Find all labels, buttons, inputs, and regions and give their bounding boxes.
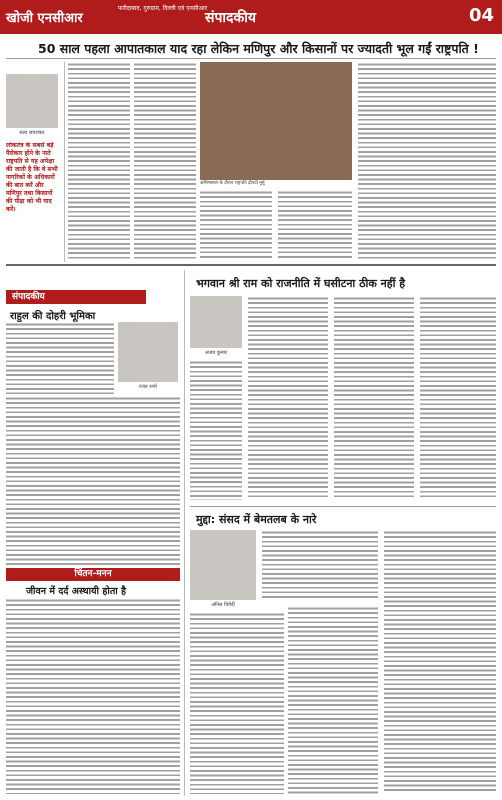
editorial-author-name: रजत शर्मा [139, 384, 157, 390]
lead-column-3 [200, 190, 272, 260]
story4-text-3 [190, 612, 284, 794]
lead-author-name: सत्य जयशंकर [19, 130, 45, 136]
newspaper-logo: खोजी एनसीआर [6, 11, 83, 26]
story3-text-2 [248, 296, 328, 500]
story4-text-4 [288, 606, 378, 794]
divider [190, 506, 496, 507]
story3-headline: भगवान श्री राम को राजनीति में घसीटना ठीक नहीं है [196, 277, 406, 290]
story3-text-1 [190, 360, 242, 500]
page-number: 04 [468, 5, 494, 26]
lead-column-4 [278, 190, 352, 260]
column-band: चिंतन-मनन [6, 568, 180, 581]
editorial-text-2 [6, 396, 180, 566]
column-text [6, 598, 180, 794]
dateline: फरीदाबाद, गुरुग्राम, दिल्ली एवं एनसीआर [118, 5, 208, 12]
column-title: जीवन में दर्द अस्थायी होता है [26, 586, 127, 597]
lead-headline: 50 साल पहला आपातकाल याद रहा लेकिन मणिपुर और किसानों पर ज्यादती भूल गईं राष्ट्रपति ! [38, 41, 479, 56]
lead-column-1 [68, 62, 130, 260]
section-title: संपादकीय [205, 10, 256, 26]
editorial-title: राहुल की दोहरी भूमिका [10, 311, 96, 322]
lead-photo-caption: अभिभाषण के दौरान राष्ट्रपति द्रौपदी मुर्मू [200, 181, 265, 186]
story4-author-photo [190, 530, 256, 600]
story3-author-photo [190, 296, 242, 348]
lead-column-2 [134, 62, 196, 260]
lead-column-5 [358, 62, 496, 260]
author-photo [6, 74, 58, 128]
story3-text-3 [334, 296, 414, 500]
editorial-text-1 [6, 322, 114, 394]
divider [184, 270, 185, 796]
lead-pull-quote: लोकतंत्र के सबसे बड़े पैरोकार होने के नाते राष्ट्रपति से यह अपेक्षा की जाती है कि वे सभी नागरिकों के अधिकारों की बात करें और मणिपुर तथा किसानों की पीड़ा को भी याद करें। [6, 142, 58, 213]
masthead [0, 0, 502, 34]
editorial-author-photo [118, 322, 178, 382]
editorial-band: संपादकीय [6, 290, 146, 304]
lead-photo [200, 62, 352, 180]
story4-text-2 [384, 530, 496, 794]
story4-headline: मुद्दा: संसद में बेमतलब के नारे [196, 513, 317, 526]
story4-text-1 [262, 530, 378, 600]
story3-text-4 [420, 296, 496, 500]
story4-author-name: अनिल त्रिवेदी [211, 602, 235, 608]
divider [6, 264, 496, 266]
divider [6, 58, 496, 59]
divider [64, 62, 65, 262]
story3-author-name: अजय कुमार [204, 350, 228, 356]
